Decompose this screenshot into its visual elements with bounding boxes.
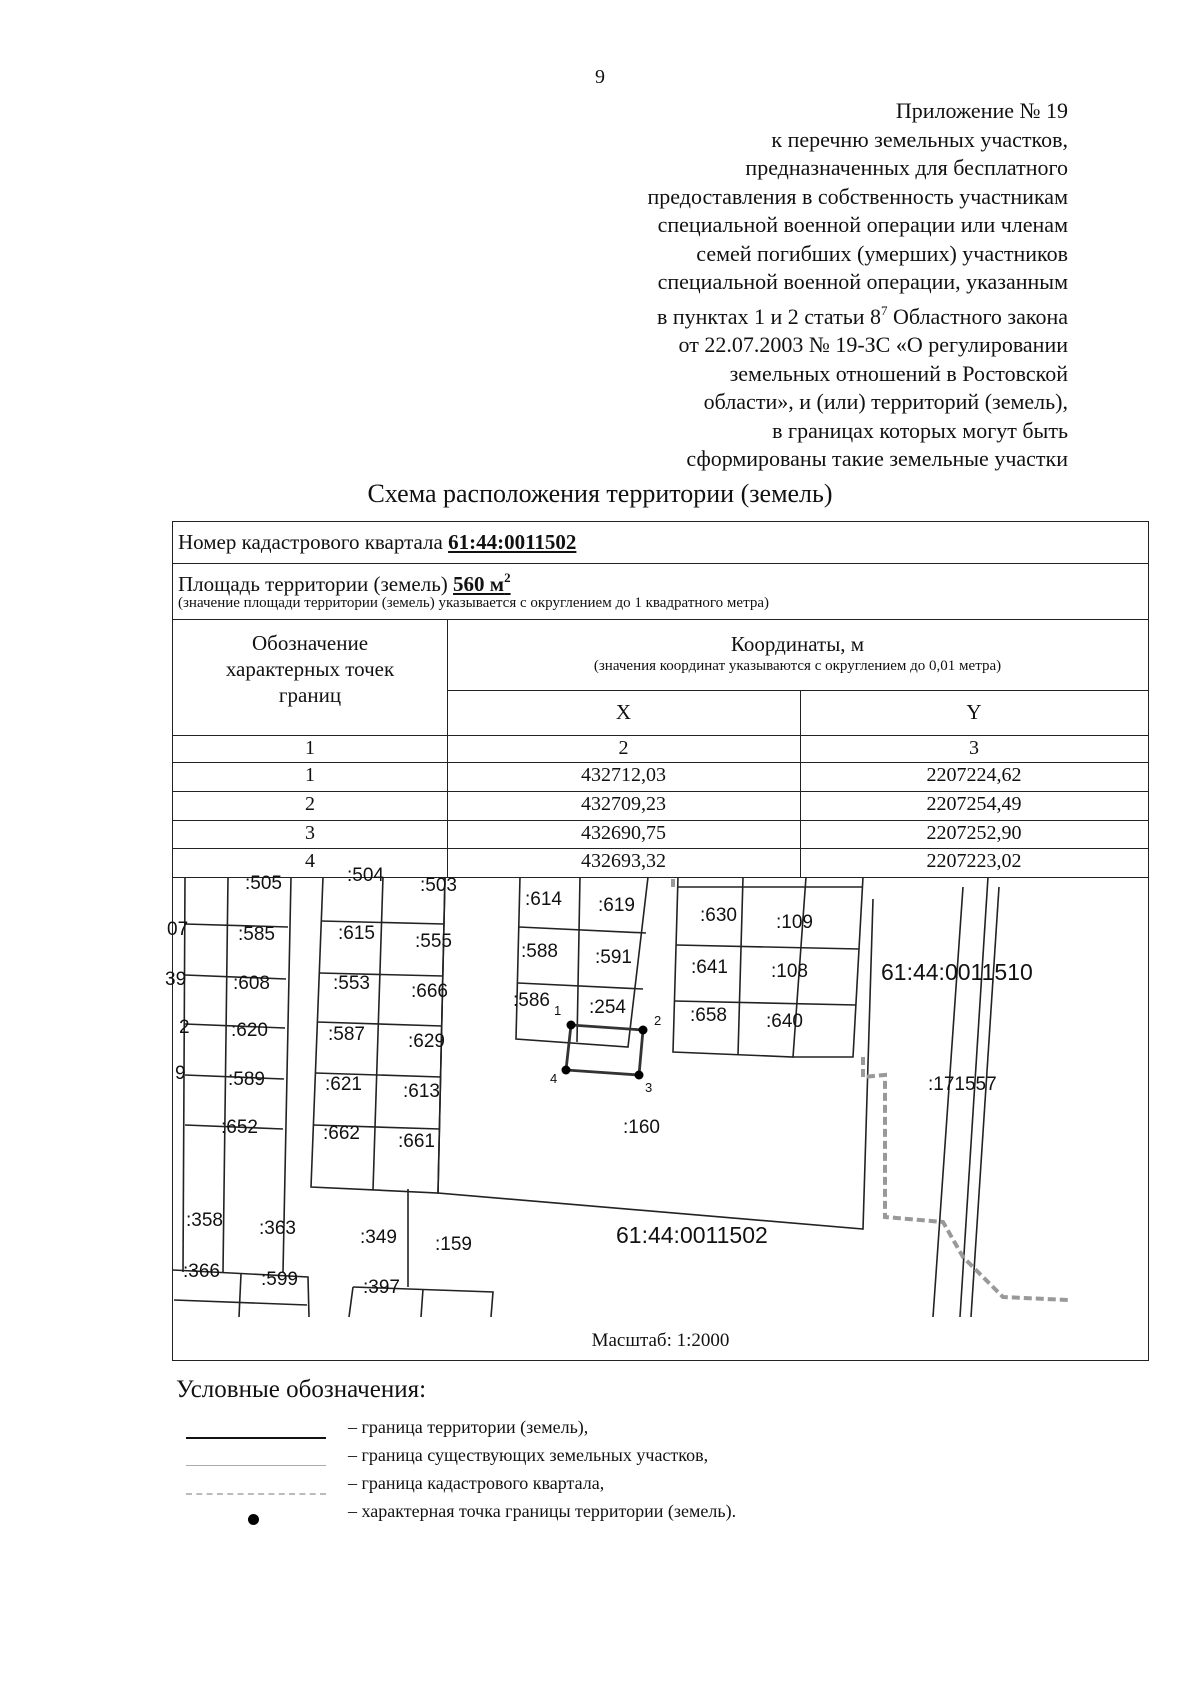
legend-swatch-point (186, 1510, 326, 1530)
parcel-label: :555 (415, 931, 452, 952)
parcel-label: :254 (589, 997, 626, 1018)
parcel-label: :613 (403, 1081, 440, 1102)
parcel-label: :620 (231, 1020, 268, 1041)
area-value (453, 572, 511, 596)
row-divider (173, 820, 1148, 821)
appendix-line: предназначенных для бесплатного (745, 155, 1068, 180)
scheme-frame (165, 521, 1149, 1361)
legend-swatch-parcel (186, 1456, 326, 1476)
parcel-label: :641 (691, 957, 728, 978)
col-number: 3 (969, 737, 979, 759)
coord-y: 2207252,90 (926, 822, 1022, 844)
appendix-line: к перечню земельных участков, (771, 126, 1068, 152)
parcel-label: :661 (398, 1131, 435, 1152)
row-divider (173, 735, 1148, 736)
point-id: 1 (305, 764, 315, 786)
scale-label: Масштаб: 1:2000 (591, 1330, 730, 1351)
parcel-label: :629 (408, 1031, 445, 1052)
parcel-label: :363 (259, 1218, 296, 1239)
row-divider (173, 619, 1148, 620)
point-id: 4 (305, 850, 315, 872)
appendix-line: Приложение № 19 (895, 98, 1068, 123)
parcel-label: 39 (165, 969, 187, 990)
parcel-label: :640 (766, 1011, 803, 1032)
parcel-label: :159 (435, 1234, 472, 1255)
point-header (173, 630, 447, 708)
point-header-line: Обозначение (251, 631, 369, 655)
area-note: (значение площади территории (земель) указывается с округлением до 1 квадратного метра) (178, 595, 769, 611)
appendix-header (508, 97, 1068, 474)
parcel-label: 9 (175, 1063, 186, 1084)
appendix-line: в границах которых могут быть (772, 417, 1068, 443)
parcel-label: :349 (360, 1227, 397, 1248)
appendix-line (508, 297, 1068, 332)
appendix-line: семей погибших (умерших) участников (696, 240, 1068, 266)
parcel-label: :666 (411, 981, 448, 1002)
quarter-label: 61:44:0011502 (616, 1222, 768, 1248)
parcel-label: :366 (183, 1261, 220, 1282)
parcel-label: :505 (245, 873, 282, 894)
legend-item: – граница территории (земель), (348, 1417, 589, 1437)
coord-y: 2207254,49 (926, 793, 1022, 815)
row-divider (173, 791, 1148, 792)
parcel-label: :160 (623, 1117, 660, 1138)
point-id: 2 (305, 793, 315, 815)
quarter-label: 61:44:0011510 (881, 959, 1033, 985)
parcel-label: :589 (228, 1069, 265, 1090)
parcel-label: :587 (328, 1024, 365, 1045)
parcel-label: :619 (598, 895, 635, 916)
appendix-line: предоставления в собственность участникам (647, 183, 1068, 209)
row-divider (173, 563, 1148, 564)
coord-x: 432709,23 (581, 793, 666, 815)
location-map (165, 865, 1148, 1317)
point-label: 4 (550, 1071, 558, 1086)
parcel-label: :358 (186, 1210, 223, 1231)
area-unit-sup: 2 (504, 570, 511, 585)
parcel-label: :585 (238, 924, 275, 945)
appendix-line-part: Областного закона (887, 303, 1068, 329)
legend-item: – характерная точка границы территории (земель). (348, 1501, 737, 1521)
parcel-label: :615 (338, 923, 375, 944)
parcel-label: 2 (179, 1017, 190, 1038)
point-header-line: границ (278, 683, 342, 707)
superscript: 7 (881, 302, 888, 318)
parcel-label: :614 (525, 889, 562, 910)
map-labels (165, 865, 1148, 1317)
cadastral-row (178, 530, 576, 555)
parcel-label: :621 (325, 1074, 362, 1095)
coord-y: 2207223,02 (926, 850, 1022, 872)
coord-note: (значения координат указываются с округлением до 0,01 метра) (593, 658, 1002, 674)
appendix-line: сформированы такие земельные участки (686, 446, 1068, 471)
legend-item: – граница кадастрового квартала, (348, 1473, 605, 1493)
parcel-label: :662 (323, 1123, 360, 1144)
coord-x: 432712,03 (581, 764, 666, 786)
col-number: 2 (618, 737, 629, 759)
legend-item: – граница существующих земельных участков, (348, 1445, 709, 1465)
legend-swatch-quarter (186, 1484, 326, 1504)
parcel-label: :608 (233, 973, 270, 994)
legend-swatch-territory (186, 1428, 326, 1448)
parcel-label: :109 (776, 912, 813, 933)
parcel-label: :397 (363, 1277, 400, 1298)
point-label: 1 (554, 1003, 562, 1018)
row-divider (173, 848, 1148, 849)
parcel-label: :504 (347, 865, 384, 886)
appendix-line: специальной военной операции или членам (657, 212, 1068, 237)
y-header: Y (966, 700, 982, 724)
parcel-label: :586 (513, 990, 550, 1011)
parcel-label: :599 (261, 1269, 298, 1290)
cadastral-number: 61:44:0011502 (448, 530, 577, 554)
cadastral-label: Номер кадастрового квартала (178, 530, 449, 554)
appendix-line: земельных отношений в Ростовской (729, 360, 1068, 386)
area-label: Площадь территории (земель) (178, 572, 454, 596)
parcel-label: :503 (420, 875, 457, 896)
area-row (178, 570, 511, 597)
legend-title: Условные обозначения: (176, 1376, 427, 1403)
parcel-label: :108 (771, 961, 808, 982)
point-label: 3 (645, 1080, 653, 1095)
row-divider (173, 762, 1148, 763)
x-header: X (615, 700, 632, 724)
parcel-label: 07 (167, 919, 189, 940)
col-number: 1 (305, 737, 315, 759)
appendix-line: области», и (или) территорий (земель), (703, 389, 1068, 414)
area-number: 560 м (453, 572, 505, 596)
appendix-line-part: в пунктах 1 и 2 статьи 8 (657, 303, 882, 329)
appendix-line: от 22.07.2003 № 19-ЗС «О регулировании (678, 332, 1068, 357)
coord-x: 432693,32 (581, 850, 666, 872)
row-divider (447, 690, 1148, 691)
scheme-title: Схема расположения территории (земель) (367, 479, 833, 508)
coord-y: 2207224,62 (926, 764, 1022, 786)
coord-header: Координаты, м (730, 632, 865, 656)
point-label: 2 (654, 1013, 662, 1028)
point-header-line: характерных точек (225, 657, 395, 681)
parcel-label: :658 (690, 1005, 727, 1026)
parcel-label: :630 (700, 905, 737, 926)
parcel-label: :652 (221, 1117, 258, 1138)
page-number: 9 (595, 66, 605, 88)
point-id: 3 (305, 822, 315, 844)
appendix-line: специальной военной операции, указанным (657, 269, 1068, 294)
parcel-label: :171557 (928, 1074, 997, 1095)
coord-x: 432690,75 (581, 822, 666, 844)
parcel-label: :591 (595, 947, 632, 968)
parcel-label: :588 (521, 941, 558, 962)
parcel-label: :553 (333, 973, 370, 994)
